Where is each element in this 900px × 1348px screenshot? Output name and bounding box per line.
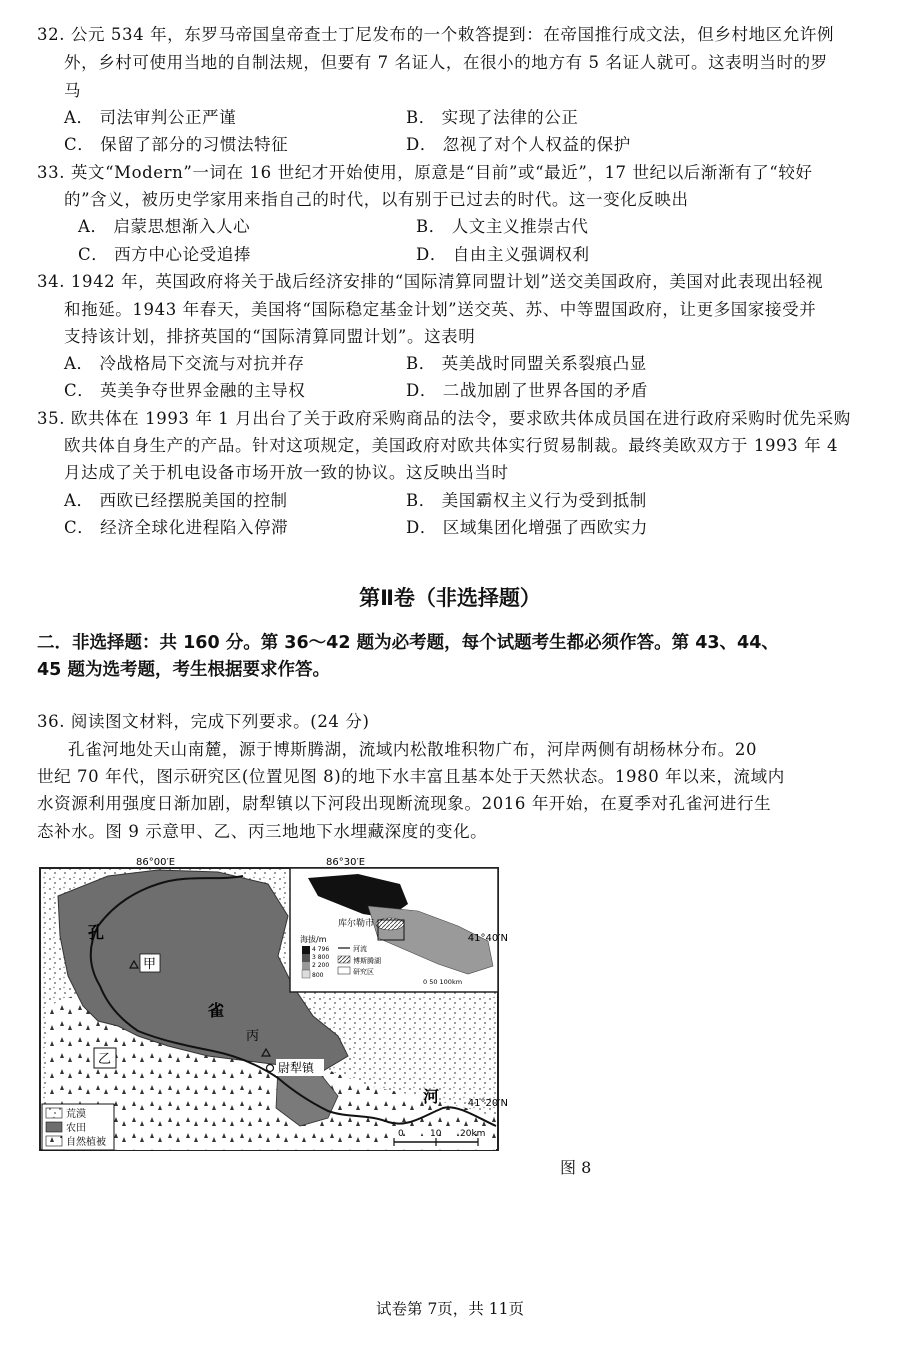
q36-paragraph-line4: 态补水。图 9 示意甲、乙、丙三地地下水埋藏深度的变化。 (37, 822, 488, 841)
river-label-kong: 孔 (88, 923, 105, 942)
longitude-label-86-00: 86°00′E (136, 857, 176, 868)
q34-option-d: D． 二战加剧了世界各国的矛盾 (406, 381, 648, 400)
site-jia-label: 甲 (143, 957, 157, 972)
inset-elev-value-1: 4 796 (312, 946, 330, 953)
q33-stem-line1: 33. 英文“Modern”一词在 16 世纪才开始使用，原意是“目前”或“最近”，17 世纪以后渐渐有了“较好 (37, 163, 813, 182)
q32-option-b: B． 实现了法律的公正 (406, 108, 579, 127)
section-ii-instructions-line2: 45 题为选考题，考生根据要求作答。 (37, 660, 330, 680)
legend-desert-label: 荒漠 (66, 1109, 86, 1120)
study-area-map (38, 856, 508, 1171)
legend-desert-swatch (46, 1108, 62, 1118)
scale-label-10: 10 (430, 1129, 442, 1139)
q35-stem-line1: 35. 欧共体在 1993 年 1 月出台了关于政府采购商品的法令，要求欧共体成员国在进行政府采购时优先采购 (37, 409, 851, 428)
inset-scale-label: 0 50 100km (423, 978, 463, 986)
q36-paragraph-line1: 孔雀河地处天山南麓，源于博斯腾湖，流域内松散堆积物广布，河岸两侧有胡杨林分布。20 (68, 740, 758, 759)
section-ii-title: 第Ⅱ卷（非选择题） (359, 586, 541, 610)
q36-paragraph-line3: 水资源利用强度日渐加剧，尉犁镇以下河段出现断流现象。2016 年开始，在夏季对孔雀河进行生 (37, 794, 772, 813)
figure-8-map (38, 856, 508, 1171)
inset-study-legend-swatch (338, 967, 350, 974)
river-label-he: 河 (423, 1087, 440, 1106)
river-label-que: 雀 (208, 1001, 225, 1020)
longitude-label-86-30: 86°30′E (326, 857, 366, 868)
q34-stem-line1: 34. 1942 年，英国政府将关于战后经济安排的“国际清算同盟计划”送交美国政府，美国对此表现出轻视 (37, 272, 824, 291)
q34-stem-line3: 支持该计划，排挤英国的“国际清算同盟计划”。这表明 (64, 327, 476, 346)
legend-vegetation-label: 自然植被 (66, 1137, 106, 1148)
latitude-label-41-20: 41°20′N (467, 1098, 508, 1109)
q36-paragraph-line2: 世纪 70 年代，图示研究区(位置见图 8)的地下水丰富且基本处于天然状态。1980 年以来，流域内 (37, 767, 785, 786)
q34-option-c: C． 英美争夺世界金融的主导权 (64, 381, 306, 400)
scale-label-20km: 20km (460, 1129, 486, 1139)
legend-farm-label: 农田 (66, 1123, 86, 1134)
inset-elev-value-4: 800 (312, 972, 324, 979)
legend-vegetation-swatch (46, 1136, 62, 1146)
inset-elev-swatch-3 (302, 962, 310, 970)
figure-8-caption: 图 8 (560, 1158, 592, 1177)
q32-stem-line3: 马 (64, 81, 82, 100)
q35-option-b: B． 美国霸权主义行为受到抵制 (406, 491, 647, 510)
q32-stem-line2: 外，乡村可使用当地的自制法规，但要有 7 名证人，在很小的地方有 5 名证人就可。这表明当时的罗 (64, 53, 828, 72)
q35-stem-line3: 月达成了关于机电设备市场开放一致的协议。这反映出当时 (64, 463, 509, 482)
q34-stem-line2: 和拖延。1943 年春天，美国将“国际稳定基金计划”送交英、苏、中等盟国政府，让更多国家接受并 (64, 300, 817, 319)
page-footer: 试卷第 7页，共 11页 (376, 1300, 524, 1318)
q33-option-b: B． 人文主义推崇古代 (416, 217, 589, 236)
inset-river-legend-label: 河流 (353, 945, 367, 953)
latitude-label-41-40: 41°40′N (467, 933, 508, 944)
q33-option-a: A． 启蒙思想渐入人心 (78, 217, 251, 236)
inset-elev-swatch-1 (302, 946, 310, 954)
q36-heading: 36. 阅读图文材料，完成下列要求。(24 分) (37, 712, 370, 731)
q35-option-a: A． 西欧已经摆脱美国的控制 (64, 491, 288, 510)
scale-label-0: 0 (398, 1129, 404, 1139)
inset-elev-swatch-2 (302, 954, 310, 962)
inset-elev-value-2: 3 800 (312, 954, 330, 961)
inset-lake-legend-swatch (338, 956, 350, 963)
town-label-yuli: 尉犁镇 (278, 1061, 315, 1075)
section-ii-instructions-line1: 二．非选择题：共 160 分。第 36～42 题为必考题，每个试题考生都必须作答。第 43、44、 (37, 633, 779, 653)
site-bing-label: 丙 (246, 1029, 260, 1044)
inset-elevation-title: 海拔/m (300, 935, 327, 944)
q33-option-d: D． 自由主义强调权利 (416, 245, 590, 264)
q34-option-a: A． 冷战格局下交流与对抗并存 (64, 354, 305, 373)
site-yi-label: 乙 (98, 1052, 112, 1067)
inset-city-label: 库尔勒市 (338, 919, 375, 929)
inset-elev-value-3: 2 200 (312, 962, 330, 969)
q32-option-a: A． 司法审判公正严谨 (64, 108, 237, 127)
q35-option-c: C． 经济全球化进程陷入停滞 (64, 518, 289, 537)
q35-stem-line2: 欧共体自身生产的产品。针对这项规定，美国政府对欧共体实行贸易制裁。最终美欧双方于 1993 年 4 (64, 436, 839, 455)
q32-stem-line1: 32. 公元 534 年，东罗马帝国皇帝查士丁尼发布的一个敕答提到：在帝国推行成文法，但乡村地区允许例 (37, 25, 835, 44)
q32-option-d: D． 忽视了对个人权益的保护 (406, 135, 631, 154)
q34-option-b: B． 英美战时同盟关系裂痕凸显 (406, 354, 647, 373)
q35-option-d: D． 区域集团化增强了西欧实力 (406, 518, 648, 537)
inset-lake-legend-label: 博斯腾湖 (353, 957, 381, 965)
legend-farm-swatch (46, 1122, 62, 1132)
q33-option-c: C． 西方中心论受追捧 (78, 245, 251, 264)
inset-study-legend-label: 研究区 (353, 968, 374, 976)
inset-elev-swatch-4 (302, 970, 310, 978)
q33-stem-line2: 的”含义，被历史学家用来指自己的时代，以有别于已过去的时代。这一变化反映出 (64, 190, 689, 209)
q32-option-c: C． 保留了部分的习惯法特征 (64, 135, 289, 154)
town-marker (267, 1065, 274, 1072)
